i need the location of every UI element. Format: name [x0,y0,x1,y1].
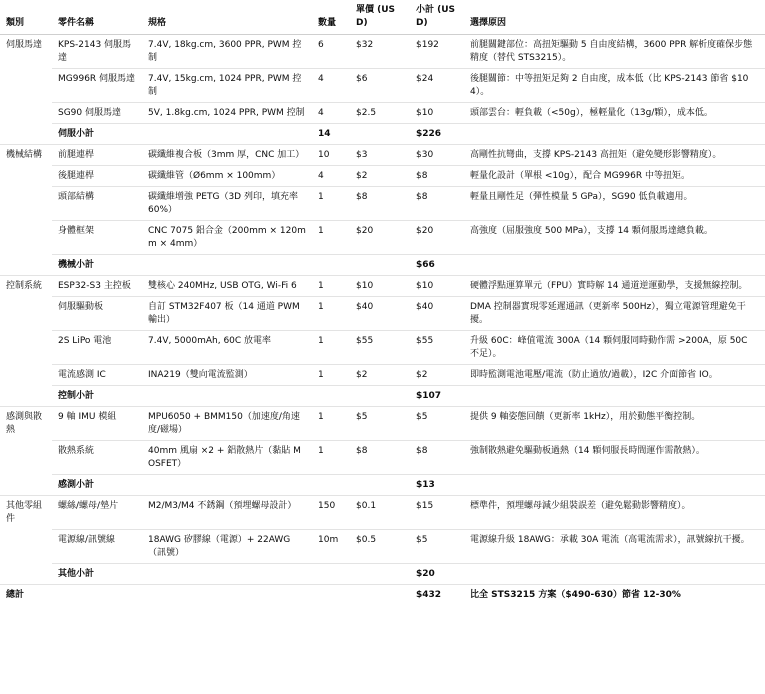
reason: 輕量化設計（單根 <10g），配合 MG996R 中等扭矩。 [464,166,765,187]
subtotal-row [0,563,765,584]
category-cell [0,124,52,145]
spec: 自訂 STM32F407 板（14 通道 PWM 輸出） [142,297,312,331]
spec: 7.4V, 18kg.cm, 3600 PPR, PWM 控制 [142,35,312,69]
reason: 頭部雲台：輕負載（<50g），極輕量化（13g/顆），成本低。 [464,103,765,124]
unit-price: $3 [350,145,410,166]
category-cell [0,441,52,475]
reason: 高強度（屈服強度 500 MPa），支撐 14 顆伺服馬達總負載。 [464,221,765,255]
total-row [0,584,765,605]
reason [464,386,765,407]
category-cell [0,255,52,276]
header-unit-price: 單價 (USD) [350,0,410,35]
reason: 前腿關鍵部位：高扭矩驅動 5 自由度結構，3600 PPR 解析度確保步態精度（替代 STS3215）。 [464,35,765,69]
reason: 提供 9 軸姿態回饋（更新率 1kHz），用於動態平衡控制。 [464,407,765,441]
quantity: 10m [312,529,350,563]
reason: DMA 控制器實現零延遲通訊（更新率 500Hz），獨立電源管理避免干擾。 [464,297,765,331]
subtotal: $66 [410,255,464,276]
quantity: 1 [312,221,350,255]
unit-price: $40 [350,297,410,331]
unit-price: $6 [350,69,410,103]
quantity: 1 [312,187,350,221]
category-cell [0,297,52,331]
reason: 後腿關節：中等扭矩足夠 2 自由度，成本低（比 KPS-2143 節省 $104）。 [464,69,765,103]
unit-price: $32 [350,35,410,69]
spec [142,255,312,276]
header-part: 零件名稱 [52,0,142,35]
subtotal-label: 感測小計 [52,475,142,496]
spec: 雙核心 240MHz, USB OTG, Wi-Fi 6 [142,276,312,297]
category-cell [0,166,52,187]
table-row [0,365,765,386]
category-cell [0,103,52,124]
category-cell [0,529,52,563]
total-reason: 比全 STS3215 方案（$490-630）節省 12-30% [470,589,681,600]
part-name: 9 軸 IMU 模組 [52,407,142,441]
unit-price [350,255,410,276]
unit-price: $8 [350,187,410,221]
part-name: 螺絲/螺母/墊片 [52,496,142,530]
part-name: MG996R 伺服馬達 [52,69,142,103]
part-name: ESP32-S3 主控板 [52,276,142,297]
total-label: 總計 [6,589,25,600]
subtotal: $15 [410,496,464,530]
quantity: 4 [312,166,350,187]
unit-price: $20 [350,221,410,255]
spec: 碳纖維複合板（3mm 厚，CNC 加工） [142,145,312,166]
part-name: 2S LiPo 電池 [52,331,142,365]
part-name: 電流感測 IC [52,365,142,386]
part-name [52,584,142,605]
unit-price: $5 [350,407,410,441]
quantity: 4 [312,69,350,103]
quantity [312,255,350,276]
part-name: 散熱系統 [52,441,142,475]
spec: 7.4V, 15kg.cm, 1024 PPR, PWM 控制 [142,69,312,103]
part-name: 頭部結構 [52,187,142,221]
part-name: 電源線/訊號線 [52,529,142,563]
subtotal-row [0,386,765,407]
unit-price: $2 [350,365,410,386]
unit-price [350,475,410,496]
category-cell [0,365,52,386]
category-cell [0,69,52,103]
reason [464,124,765,145]
reason [464,475,765,496]
subtotal: $55 [410,331,464,365]
category-cell [0,475,52,496]
subtotal: $30 [410,145,464,166]
quantity [312,386,350,407]
reason [464,563,765,584]
spec [142,386,312,407]
total-subtotal: $432 [416,589,442,600]
unit-price: $10 [350,276,410,297]
unit-price: $8 [350,441,410,475]
header-row [0,0,765,35]
part-name: 後腿連桿 [52,166,142,187]
subtotal: $24 [410,69,464,103]
category-cell [0,331,52,365]
header-qty: 數量 [312,0,350,35]
table-row [0,187,765,221]
part-name: 伺服驅動板 [52,297,142,331]
reason: 升級 60C：峰值電流 300A（14 顆伺服同時動作需 >200A，原 50C 不足）。 [464,331,765,365]
quantity [312,584,350,605]
quantity: 1 [312,407,350,441]
reason: 高剛性抗彎曲，支撐 KPS-2143 高扭矩（避免變形影響精度）。 [464,145,765,166]
quantity: 1 [312,331,350,365]
table-row [0,145,765,166]
table-row [0,35,765,69]
spec: 5V, 1.8kg.cm, 1024 PPR, PWM 控制 [142,103,312,124]
subtotal: $40 [410,297,464,331]
subtotal: $13 [410,475,464,496]
spec: 碳纖維管（Ø6mm × 100mm） [142,166,312,187]
unit-price: $2 [350,166,410,187]
spec: 7.4V, 5000mAh, 60C 放電率 [142,331,312,365]
subtotal: $8 [410,441,464,475]
quantity: 1 [312,441,350,475]
subtotal: $107 [410,386,464,407]
reason [464,255,765,276]
subtotal: $8 [410,166,464,187]
quantity: 4 [312,103,350,124]
header-category: 類別 [0,0,52,35]
header-subtotal: 小計 (USD) [410,0,464,35]
reason: 標準件，預埋螺母減少組裝誤差（避免鬆動影響精度）。 [464,496,765,530]
spec: 40mm 風扇 ×2 + 鋁散熱片（黏貼 MOSFET） [142,441,312,475]
subtotal-row [0,475,765,496]
subtotal: $10 [410,103,464,124]
subtotal-label: 伺服小計 [52,124,142,145]
header-reason: 選擇原因 [464,0,765,35]
quantity [312,475,350,496]
unit-price: $55 [350,331,410,365]
category-cell [0,221,52,255]
subtotal-label: 控制小計 [52,386,142,407]
spec [142,563,312,584]
category-cell: 感測與散熱 [6,412,43,435]
quantity: 1 [312,297,350,331]
category-cell: 機械結構 [6,150,43,160]
table-row [0,103,765,124]
category-cell [0,187,52,221]
subtotal-row [0,124,765,145]
subtotal-label: 其他小計 [52,563,142,584]
spec: M2/M3/M4 不銹鋼（預埋螺母設計） [142,496,312,530]
spec: 碳纖維增強 PETG（3D 列印，填充率 60%） [142,187,312,221]
subtotal: $192 [410,35,464,69]
spec [142,124,312,145]
unit-price [350,584,410,605]
reason: 強制散熱避免驅動板過熱（14 顆伺服長時間運作需散熱）。 [464,441,765,475]
quantity: 1 [312,365,350,386]
table-row [0,331,765,365]
subtotal: $226 [410,124,464,145]
table-row [0,407,765,441]
unit-price [350,124,410,145]
unit-price: $0.5 [350,529,410,563]
spec: INA219（雙向電流監測） [142,365,312,386]
table-row [0,69,765,103]
subtotal: $5 [410,407,464,441]
table-row [0,529,765,563]
spec: MPU6050 + BMM150（加速度/角速度/磁場） [142,407,312,441]
part-name: KPS-2143 伺服馬達 [52,35,142,69]
spec [142,584,312,605]
part-name: 身體框架 [52,221,142,255]
subtotal: $2 [410,365,464,386]
quantity: 10 [312,145,350,166]
spec: CNC 7075 鋁合金（200mm × 120mm × 4mm） [142,221,312,255]
table-row [0,276,765,297]
spec: 18AWG 矽膠線（電源）+ 22AWG（訊號） [142,529,312,563]
table-row [0,441,765,475]
unit-price [350,563,410,584]
category-cell [0,563,52,584]
table-row [0,221,765,255]
table-row [0,166,765,187]
quantity: 150 [312,496,350,530]
spec [142,475,312,496]
part-name: 前腿連桿 [52,145,142,166]
subtotal-row [0,255,765,276]
unit-price: $0.1 [350,496,410,530]
subtotal: $20 [410,221,464,255]
quantity [312,563,350,584]
unit-price [350,386,410,407]
reason: 輕量且剛性足（彈性模量 5 GPa），SG90 低負載適用。 [464,187,765,221]
category-cell: 控制系統 [6,281,43,291]
quantity: 1 [312,276,350,297]
subtotal-label: 機械小計 [52,255,142,276]
subtotal: $10 [410,276,464,297]
subtotal: $20 [410,563,464,584]
quantity: 14 [312,124,350,145]
quantity: 6 [312,35,350,69]
header-spec: 規格 [142,0,312,35]
subtotal: $8 [410,187,464,221]
part-name: SG90 伺服馬達 [52,103,142,124]
category-cell [0,386,52,407]
category-cell: 伺服馬達 [6,40,43,50]
subtotal: $5 [410,529,464,563]
table-row [0,496,765,530]
reason: 即時監測電池電壓/電流（防止過放/過載），I2C 介面節省 IO。 [464,365,765,386]
unit-price: $2.5 [350,103,410,124]
table-row [0,297,765,331]
reason: 硬體浮點運算單元（FPU）實時解 14 通道逆運動學，支援無線控制。 [464,276,765,297]
category-cell: 其他零組件 [6,501,43,524]
reason: 電源線升級 18AWG：承載 30A 電流（高電流需求），訊號線抗干擾。 [464,529,765,563]
